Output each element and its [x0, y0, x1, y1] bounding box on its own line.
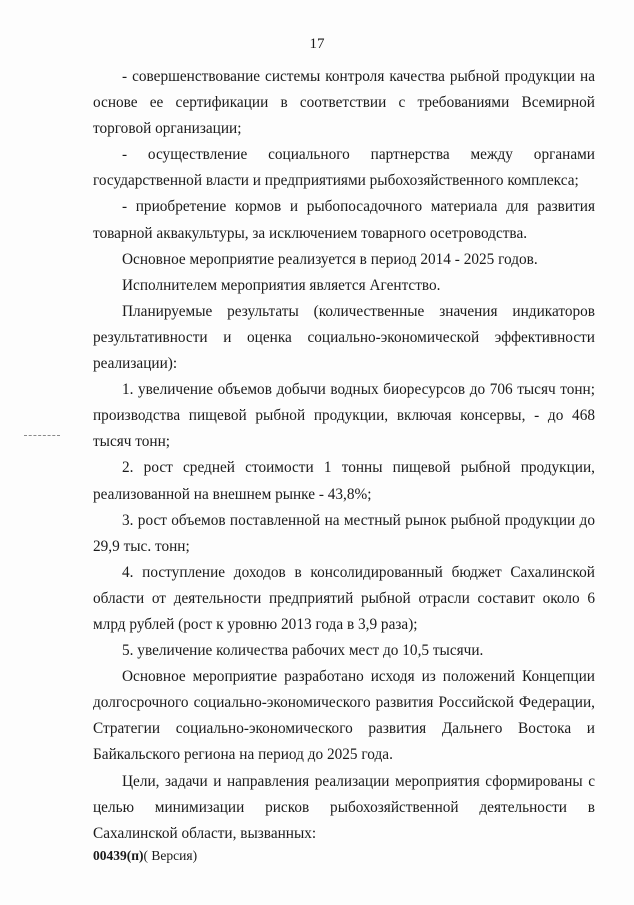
paragraph: - совершенствование системы контроля качества рыбной продукции на основе ее сертификации в соответствии с требованиями Всемирной торговой организации;: [93, 68, 595, 138]
paragraph: 2. рост средней стоимости 1 тонны пищевой рыбной продукции, реализованной на внешнем рынке - 43,8%;: [93, 459, 595, 503]
paragraph: 4. поступление доходов в консолидированный бюджет Сахалинской области от деятельности предприятий рыбной отрасли составит около 6 млрд рублей (рост к уровню 2013 года в 3,9 раза);: [93, 563, 595, 633]
paragraph: Планируемые результаты (количественные значения индикаторов результативности и оценка социально-экономической эффективности реализации):: [93, 302, 595, 373]
document-code: 00439(п): [93, 848, 144, 863]
paragraph: - осуществление социального партнерства между органами государственной власти и предприятиями рыбохозяйственного комплекса;: [93, 146, 595, 190]
paragraph: Исполнителем мероприятия является Агентство.: [122, 276, 441, 294]
document-version: ( Версия): [143, 848, 198, 863]
paragraph: - приобретение кормов и рыбопосадочного материала для развития товарной аквакультуры, за исключением товарного осетроводства.: [93, 198, 595, 242]
paragraph: Основное мероприятие реализуется в период 2014 - 2025 годов.: [122, 250, 538, 268]
paragraph: Цели, задачи и направления реализации мероприятия сформированы с целью минимизации рисков рыбохозяйственной деятельности в Сахалинской области, вызванных:: [93, 772, 595, 842]
paragraph: 3. рост объемов поставленной на местный рынок рыбной продукции до 29,9 тыс. тонн;: [93, 511, 595, 555]
paragraph: 5. увеличение количества рабочих мест до 10,5 тысячи.: [122, 642, 484, 660]
paragraph: Основное мероприятие разработано исходя из положений Концепции долгосрочного социально-экономического развития Российской Федерации, Стратегии социально-экономического развития Дальнего Востока и Байкальского региона на период до 2025 года.: [93, 668, 595, 764]
paragraph: 1. увеличение объемов добычи водных биоресурсов до 706 тысяч тонн; производства пищевой рыбной продукции, включая консервы, - до 468 тысяч тонн;: [93, 381, 595, 451]
margin-mark: [24, 435, 60, 436]
page-number: 17: [309, 36, 325, 52]
document-body: [93, 64, 595, 847]
document-footer: [93, 848, 197, 864]
